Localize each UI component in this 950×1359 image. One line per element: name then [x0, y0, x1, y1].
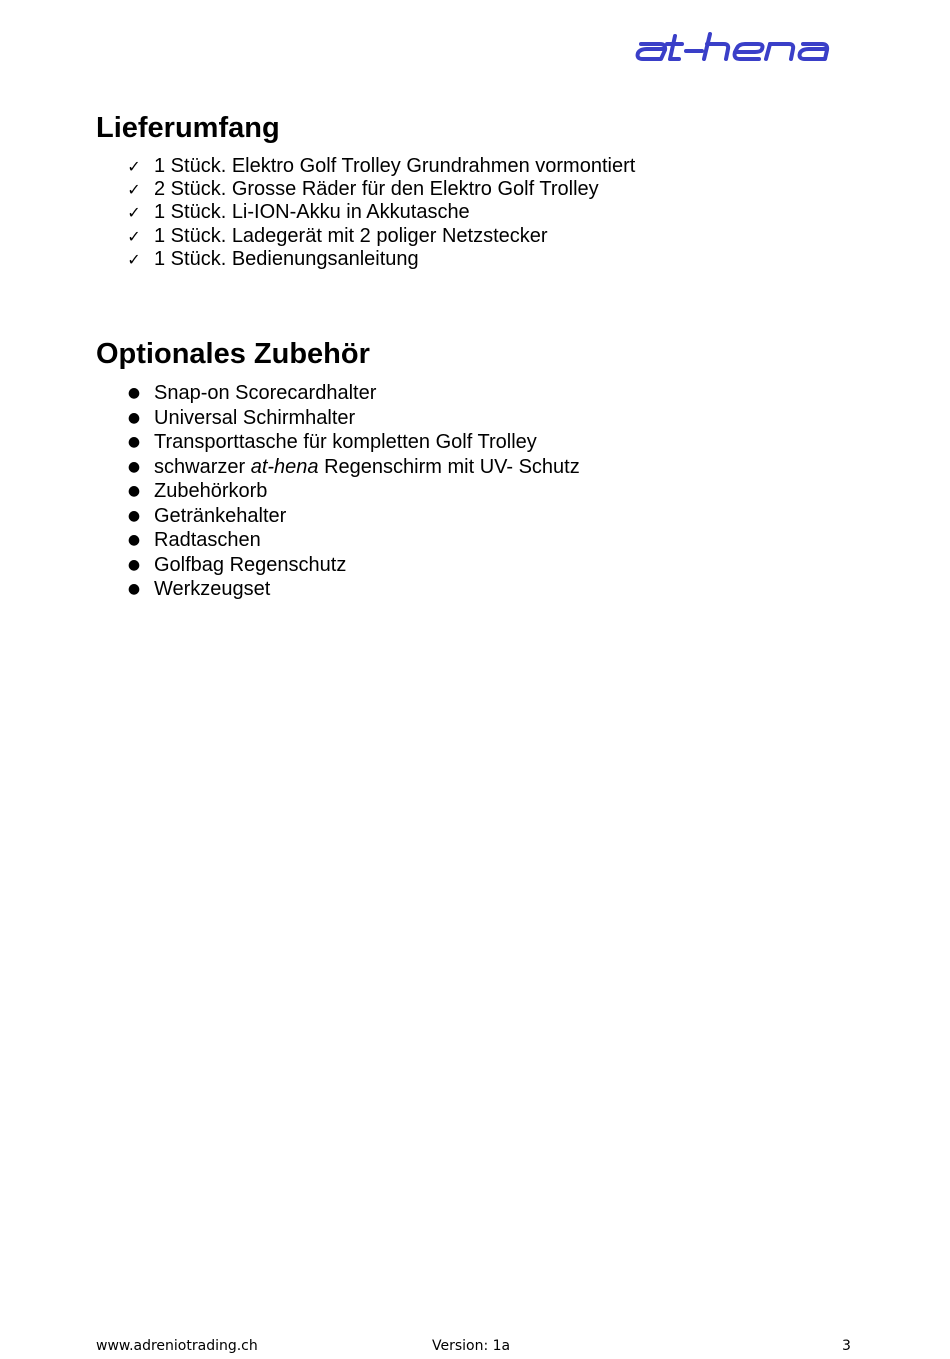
- list-item-text: Universal Schirmhalter: [154, 406, 356, 429]
- section-title-lieferumfang: Lieferumfang: [96, 112, 280, 144]
- list-item-text: 1 Stück. Li-ION-Akku in Akkutasche: [154, 201, 470, 224]
- list-item: [124, 455, 580, 480]
- list-item: [124, 201, 635, 224]
- check-icon: ✓: [127, 157, 141, 176]
- at-hena-logo-graphic: [634, 30, 834, 70]
- list-item: [124, 225, 635, 248]
- at-hena-logo: [634, 30, 834, 70]
- list-item: [124, 504, 580, 529]
- section-title-optionales-zubehoer: Optionales Zubehör: [96, 338, 370, 370]
- footer-website: www.adreniotrading.ch: [96, 1338, 258, 1354]
- list-item: [124, 479, 580, 504]
- bullet-icon: ●: [127, 556, 141, 573]
- zubehoer-list: [124, 381, 580, 602]
- footer-page-number: 3: [842, 1338, 851, 1354]
- check-icon: ✓: [127, 226, 141, 246]
- list-item-text: Transporttasche für kompletten Golf Trolley: [154, 431, 537, 453]
- list-item-text: 1 Stück. Ladegerät mit 2 poliger Netzstecker: [154, 224, 548, 247]
- list-item: [124, 553, 580, 578]
- list-item-text: Snap-on Scorecardhalter: [154, 382, 377, 404]
- footer-version: Version: 1a: [432, 1338, 511, 1354]
- list-item-text: Radtaschen: [154, 529, 261, 551]
- lieferumfang-list: [124, 155, 635, 271]
- list-item: [124, 178, 635, 201]
- check-icon: ✓: [127, 203, 141, 223]
- list-item-text: 1 Stück. Elektro Golf Trolley Grundrahmen vormontiert: [154, 155, 636, 177]
- list-item: [124, 528, 580, 553]
- list-item: [124, 430, 580, 455]
- check-icon: ✓: [127, 249, 141, 269]
- bullet-icon: ●: [127, 581, 141, 597]
- list-item: [124, 155, 635, 178]
- list-item-text: [154, 456, 580, 478]
- list-item-text: Getränkehalter: [154, 504, 287, 527]
- list-item-text-after: Regenschirm mit UV- Schutz: [318, 455, 580, 478]
- list-item-text: Zubehörkorb: [154, 480, 268, 502]
- bullet-icon: ●: [127, 483, 141, 499]
- list-item: [124, 577, 580, 602]
- bullet-icon: ●: [127, 507, 141, 524]
- bullet-icon: ●: [127, 532, 141, 548]
- list-item-text: Golfbag Regenschutz: [154, 553, 347, 576]
- bullet-icon: ●: [127, 409, 141, 426]
- list-item-text-before: schwarzer: [154, 455, 251, 478]
- list-item-text: Werkzeugset: [154, 578, 271, 600]
- check-icon: ✓: [127, 180, 141, 200]
- bullet-icon: ●: [127, 385, 141, 401]
- list-item: [124, 248, 635, 271]
- list-item-text: 1 Stück. Bedienungsanleitung: [154, 247, 419, 270]
- bullet-icon: ●: [127, 458, 141, 475]
- brand-name-emphasis: at-hena: [250, 455, 319, 478]
- list-item: [124, 406, 580, 431]
- bullet-icon: ●: [127, 434, 141, 450]
- list-item: [124, 381, 580, 406]
- list-item-text: 2 Stück. Grosse Räder für den Elektro Golf Trolley: [154, 178, 599, 201]
